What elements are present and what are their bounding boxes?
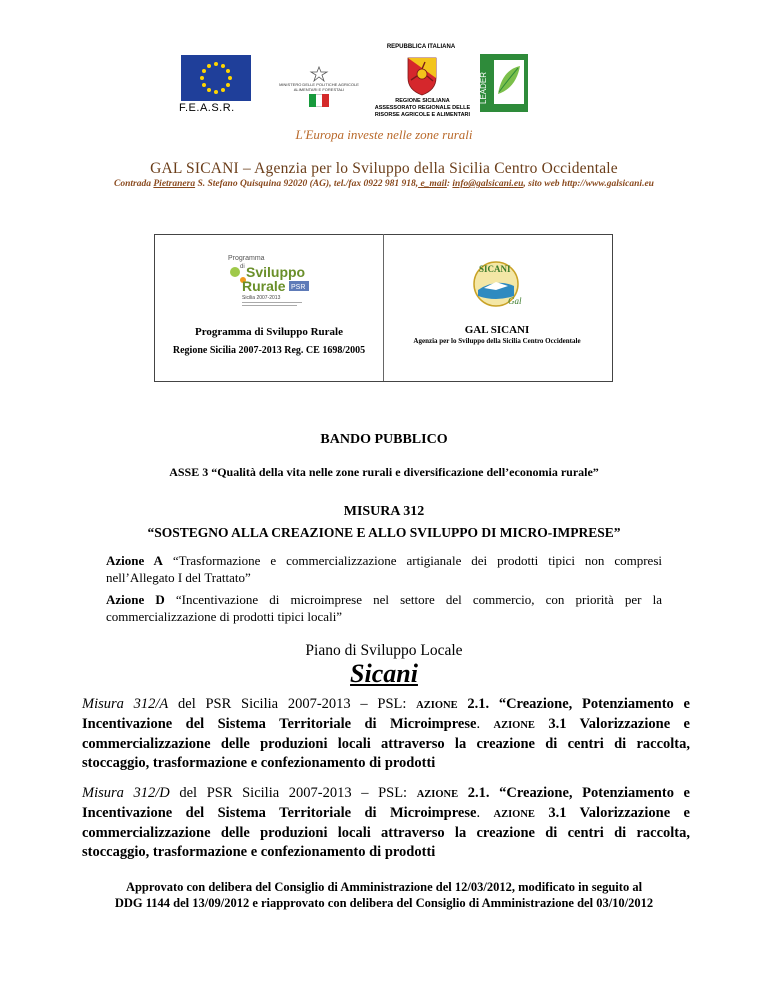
- approval-note: [0, 879, 768, 911]
- misura-312d-label: Misura 312/D: [82, 785, 170, 801]
- misura-312d-paragraph: [82, 784, 690, 862]
- azione-21: 2.1. “Creazione, Potenziamento e Incentivazione del Sistema Territoriale di Microimprese: [82, 696, 690, 732]
- gal-logo-sub: Gal: [508, 296, 522, 306]
- sostegno-heading: “SOSTEGNO ALLA CREAZIONE E ALLO SVILUPPO DI MICRO-IMPRESE”: [147, 525, 621, 540]
- azione-word: AZIONE: [416, 700, 458, 711]
- regione-line-3: RISORSE AGRICOLE E ALIMENTARI: [374, 112, 471, 118]
- psr-logo: [222, 252, 312, 308]
- gal-logo-text: SICANI: [479, 264, 511, 274]
- azione-word: AZIONE: [416, 789, 459, 800]
- azione-d-text: “Incentivazione di microimprese nel settore del commercio, con priorità per la commercializzazione di prodotti tipici locali”: [106, 592, 662, 624]
- psr-name: Programma di Sviluppo Rurale: [194, 326, 343, 338]
- azione-word: AZIONE: [493, 809, 535, 820]
- address-post: , sito web http://www.galsicani.eu: [523, 179, 654, 189]
- azione-a-text: “Trasformazione e commercializzazione artigianale dei prodotti tipici non compresi nell’Allegato I del Trattato”: [106, 553, 662, 585]
- psr-subtitle: Regione Sicilia 2007-2013 Reg. CE 1698/2005: [172, 345, 366, 356]
- regione-line-1: REGIONE SICILIANA: [395, 98, 450, 104]
- misura-mid: del PSR Sicilia 2007-2013 – PSL:: [168, 696, 417, 712]
- regione-text: [360, 98, 485, 119]
- misura-mid: del PSR Sicilia 2007-2013 – PSL:: [169, 785, 417, 801]
- ministry-logo: [276, 67, 362, 107]
- gal-name: GAL SICANI: [464, 324, 530, 336]
- eu-stars-icon: [181, 55, 251, 101]
- misura-heading: MISURA 312: [343, 504, 425, 519]
- repubblica-label: REPUBBLICA ITALIANA: [386, 44, 456, 50]
- address-locality-link: Pietranera: [153, 179, 196, 189]
- sicani-title: Sicani: [350, 659, 418, 688]
- dot: .: [476, 805, 494, 821]
- azione-a-label: Azione A: [106, 553, 163, 568]
- box-divider: [383, 234, 384, 381]
- psr-logo-line4: Rurale: [242, 278, 286, 294]
- dot: .: [476, 716, 494, 732]
- ministry-text: MINISTERO DELLE POLITICHE AGRICOLE ALIMENTARI E FORESTALI: [279, 82, 359, 92]
- leader-logo: [480, 54, 528, 112]
- azione-word: AZIONE: [493, 720, 535, 731]
- psr-logo-line3: Sviluppo: [246, 264, 306, 280]
- psr-logo-line1: Programma: [228, 255, 265, 262]
- email-label-link[interactable]: e_mail: [418, 179, 447, 189]
- misura-312a-paragraph: [82, 695, 690, 773]
- sicily-emblem-logo: [404, 54, 440, 96]
- psr-logo-line2: di: [240, 264, 245, 270]
- approval-line-1: Approvato con delibera del Consiglio di Amministrazione del 12/03/2012, modificato in seguito al: [125, 880, 643, 894]
- italian-flag-icon: [309, 94, 329, 107]
- gal-title: GAL SICANI – Agenzia per lo Sviluppo della Sicilia Centro Occidentale: [150, 160, 618, 177]
- asse-heading: ASSE 3 “Qualità della vita nelle zone rurali e diversificazione dell’economia rurale”: [169, 465, 599, 479]
- psr-logo-graphic: [222, 252, 312, 308]
- psr-logo-badge: PSR: [291, 284, 306, 291]
- address-pre: Contrada: [114, 179, 154, 189]
- leader-label: LEADER: [479, 71, 488, 104]
- eu-flag-logo: [181, 55, 251, 101]
- azione-31: 3.1 Valorizzazione e commercializzazione delle produzioni locali attraverso la creazione di centri di raccolta, stoccaggio, trasformazione e confezionamento di prodotti: [82, 716, 690, 771]
- gal-subtitle: Agenzia per lo Sviluppo della Sicilia Centro Occidentale: [413, 337, 581, 345]
- gal-sicani-emblem: [456, 256, 538, 310]
- piano-label: Piano di Sviluppo Locale: [305, 642, 463, 659]
- azione-31: 3.1 Valorizzazione e commercializzazione delle produzioni locali attraverso la creazione di centri di raccolta, stoccaggio, trasformazione e confezionamento di prodotti: [82, 805, 690, 860]
- approval-line-2: DDG 1144 del 13/09/2012 e riapprovato con delibera del Consiglio di Amministrazione del 03/10/2012: [114, 896, 654, 910]
- address-mid: S. Stefano Quisquina 92020 (AG), tel./fax 0922 981 918,: [195, 179, 419, 189]
- azione-d-label: Azione D: [106, 592, 165, 607]
- eu-caption: F.E.A.S.R.: [179, 102, 235, 114]
- azione-21: 2.1. “Creazione, Potenziamento e Incentivazione del Sistema Territoriale di Microimprese: [82, 785, 690, 821]
- misura-312a-label: Misura 312/A: [82, 696, 169, 712]
- address-separator: :: [446, 179, 453, 189]
- contact-address: [0, 179, 768, 189]
- psr-logo-years: Sicilia 2007-2013: [242, 295, 281, 301]
- azione-a-paragraph: [106, 552, 662, 586]
- azione-d-paragraph: [106, 591, 662, 625]
- bando-heading: BANDO PUBBLICO: [320, 432, 448, 447]
- gal-sicani-logo: [456, 256, 538, 310]
- tagline: L'Europa investe nelle zone rurali: [295, 127, 473, 142]
- regione-line-2: ASSESSORATO REGIONALE DELLE: [374, 105, 471, 111]
- star-emblem-icon: [310, 67, 328, 81]
- email-link[interactable]: info@galsicani.eu: [452, 179, 524, 189]
- trinacria-icon: [404, 54, 440, 96]
- leader-leaf-icon: [480, 54, 528, 112]
